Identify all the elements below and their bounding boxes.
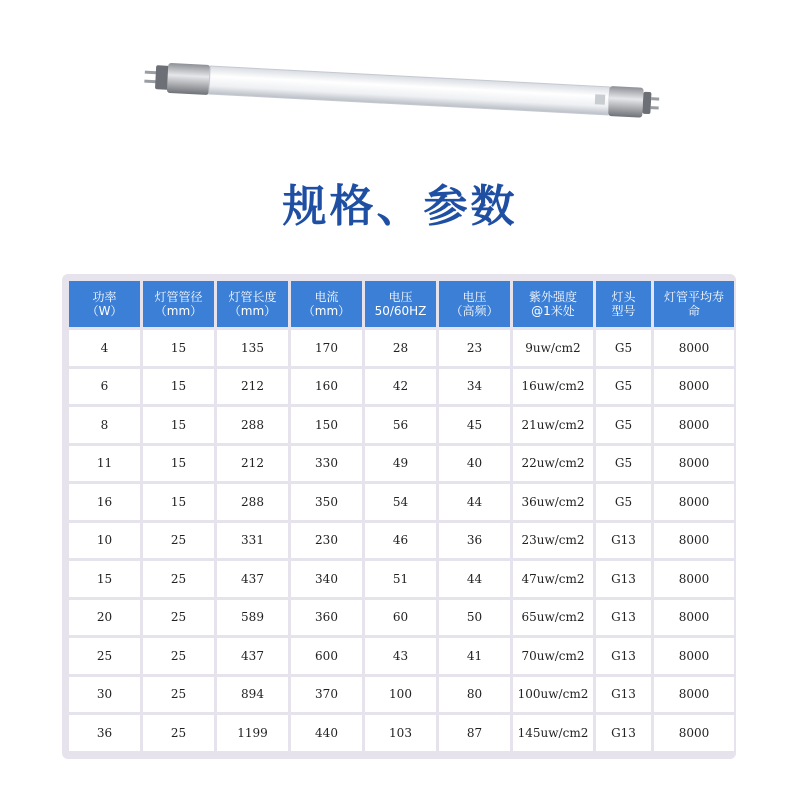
spec-table bbox=[66, 278, 737, 754]
table-cell: 20 bbox=[69, 600, 140, 636]
table-cell: 21uw/cm2 bbox=[513, 407, 593, 443]
table-cell: 80 bbox=[439, 677, 510, 713]
table-cell: 36 bbox=[69, 715, 140, 751]
table-cell: 41 bbox=[439, 638, 510, 674]
table-cell: 8000 bbox=[654, 600, 734, 636]
table-cell: 16uw/cm2 bbox=[513, 369, 593, 405]
table-cell: 8000 bbox=[654, 446, 734, 482]
table-cell: 145uw/cm2 bbox=[513, 715, 593, 751]
table-row bbox=[69, 446, 734, 482]
table-cell: G5 bbox=[596, 484, 651, 520]
table-cell: 288 bbox=[217, 407, 288, 443]
table-cell: 370 bbox=[291, 677, 362, 713]
table-header-row bbox=[69, 281, 734, 327]
table-cell: 9uw/cm2 bbox=[513, 330, 593, 366]
table-cell: G5 bbox=[596, 407, 651, 443]
column-header: 灯管管径 （mm） bbox=[143, 281, 214, 327]
table-cell: 43 bbox=[365, 638, 436, 674]
table-cell: G13 bbox=[596, 523, 651, 559]
table-cell: 170 bbox=[291, 330, 362, 366]
table-cell: 135 bbox=[217, 330, 288, 366]
table-cell: 65uw/cm2 bbox=[513, 600, 593, 636]
table-cell: 288 bbox=[217, 484, 288, 520]
table-row bbox=[69, 407, 734, 443]
table-cell: 15 bbox=[143, 484, 214, 520]
page-title: 规格、参数 bbox=[282, 181, 518, 232]
table-cell: 340 bbox=[291, 561, 362, 597]
table-cell: G5 bbox=[596, 369, 651, 405]
table-cell: 25 bbox=[143, 561, 214, 597]
table-cell: 44 bbox=[439, 561, 510, 597]
table-cell: 1199 bbox=[217, 715, 288, 751]
table-cell: 8000 bbox=[654, 484, 734, 520]
table-row bbox=[69, 638, 734, 674]
table-cell: 30 bbox=[69, 677, 140, 713]
table-row bbox=[69, 600, 734, 636]
column-header: 电流 （mm） bbox=[291, 281, 362, 327]
table-cell: 15 bbox=[143, 446, 214, 482]
table-cell: 360 bbox=[291, 600, 362, 636]
table-cell: 25 bbox=[143, 677, 214, 713]
table-cell: 103 bbox=[365, 715, 436, 751]
table-cell: 70uw/cm2 bbox=[513, 638, 593, 674]
table-cell: 6 bbox=[69, 369, 140, 405]
table-cell: 8000 bbox=[654, 638, 734, 674]
table-row bbox=[69, 369, 734, 405]
table-cell: 16 bbox=[69, 484, 140, 520]
table-cell: 150 bbox=[291, 407, 362, 443]
table-cell: 87 bbox=[439, 715, 510, 751]
table-cell: 100 bbox=[365, 677, 436, 713]
table-cell: 15 bbox=[143, 407, 214, 443]
table-cell: 350 bbox=[291, 484, 362, 520]
table-cell: 8000 bbox=[654, 523, 734, 559]
table-body bbox=[69, 330, 734, 751]
table-cell: 160 bbox=[291, 369, 362, 405]
table-cell: G13 bbox=[596, 715, 651, 751]
table-cell: 589 bbox=[217, 600, 288, 636]
table-row bbox=[69, 330, 734, 366]
table-cell: 25 bbox=[69, 638, 140, 674]
table-cell: G5 bbox=[596, 446, 651, 482]
table-cell: G13 bbox=[596, 677, 651, 713]
column-header: 电压 50/60HZ bbox=[365, 281, 436, 327]
column-header: 功率 （W） bbox=[69, 281, 140, 327]
table-cell: 22uw/cm2 bbox=[513, 446, 593, 482]
table-cell: G13 bbox=[596, 600, 651, 636]
table-cell: 25 bbox=[143, 523, 214, 559]
table-cell: 100uw/cm2 bbox=[513, 677, 593, 713]
table-cell: 50 bbox=[439, 600, 510, 636]
table-cell: 894 bbox=[217, 677, 288, 713]
table-cell: 40 bbox=[439, 446, 510, 482]
table-row bbox=[69, 561, 734, 597]
table-cell: 44 bbox=[439, 484, 510, 520]
table-cell: 230 bbox=[291, 523, 362, 559]
table-row bbox=[69, 677, 734, 713]
table-cell: 11 bbox=[69, 446, 140, 482]
table-cell: 23uw/cm2 bbox=[513, 523, 593, 559]
column-header: 灯管长度 （mm） bbox=[217, 281, 288, 327]
table-cell: 15 bbox=[69, 561, 140, 597]
table-cell: 8 bbox=[69, 407, 140, 443]
table-row bbox=[69, 484, 734, 520]
table-cell: 25 bbox=[143, 715, 214, 751]
column-header: 紫外强度 @1米处 bbox=[513, 281, 593, 327]
column-header: 灯头 型号 bbox=[596, 281, 651, 327]
table-cell: 437 bbox=[217, 638, 288, 674]
table-cell: 4 bbox=[69, 330, 140, 366]
table-cell: 54 bbox=[365, 484, 436, 520]
table-cell: 47uw/cm2 bbox=[513, 561, 593, 597]
table-cell: 56 bbox=[365, 407, 436, 443]
table-cell: 42 bbox=[365, 369, 436, 405]
table-cell: 330 bbox=[291, 446, 362, 482]
table-cell: 28 bbox=[365, 330, 436, 366]
table-cell: 25 bbox=[143, 638, 214, 674]
table-cell: 600 bbox=[291, 638, 362, 674]
spec-table-container bbox=[62, 274, 736, 759]
table-cell: 8000 bbox=[654, 677, 734, 713]
table-cell: 440 bbox=[291, 715, 362, 751]
table-cell: 8000 bbox=[654, 561, 734, 597]
table-row bbox=[69, 715, 734, 751]
table-cell: 46 bbox=[365, 523, 436, 559]
table-cell: 36uw/cm2 bbox=[513, 484, 593, 520]
table-cell: 10 bbox=[69, 523, 140, 559]
table-cell: 45 bbox=[439, 407, 510, 443]
table-cell: G13 bbox=[596, 561, 651, 597]
table-cell: 8000 bbox=[654, 330, 734, 366]
table-cell: 15 bbox=[143, 330, 214, 366]
table-cell: 8000 bbox=[654, 407, 734, 443]
table-cell: 23 bbox=[439, 330, 510, 366]
table-cell: G5 bbox=[596, 330, 651, 366]
table-cell: 8000 bbox=[654, 369, 734, 405]
table-cell: 15 bbox=[143, 369, 214, 405]
column-header: 电压 （高频） bbox=[439, 281, 510, 327]
column-header: 灯管平均寿 命 bbox=[654, 281, 734, 327]
table-cell: 25 bbox=[143, 600, 214, 636]
table-cell: 36 bbox=[439, 523, 510, 559]
uv-lamp-tube-icon bbox=[140, 60, 660, 130]
table-cell: 51 bbox=[365, 561, 436, 597]
table-cell: 212 bbox=[217, 369, 288, 405]
table-cell: 212 bbox=[217, 446, 288, 482]
table-row bbox=[69, 523, 734, 559]
table-cell: 34 bbox=[439, 369, 510, 405]
table-cell: G13 bbox=[596, 638, 651, 674]
table-cell: 437 bbox=[217, 561, 288, 597]
table-cell: 8000 bbox=[654, 715, 734, 751]
table-cell: 60 bbox=[365, 600, 436, 636]
table-cell: 49 bbox=[365, 446, 436, 482]
table-cell: 331 bbox=[217, 523, 288, 559]
